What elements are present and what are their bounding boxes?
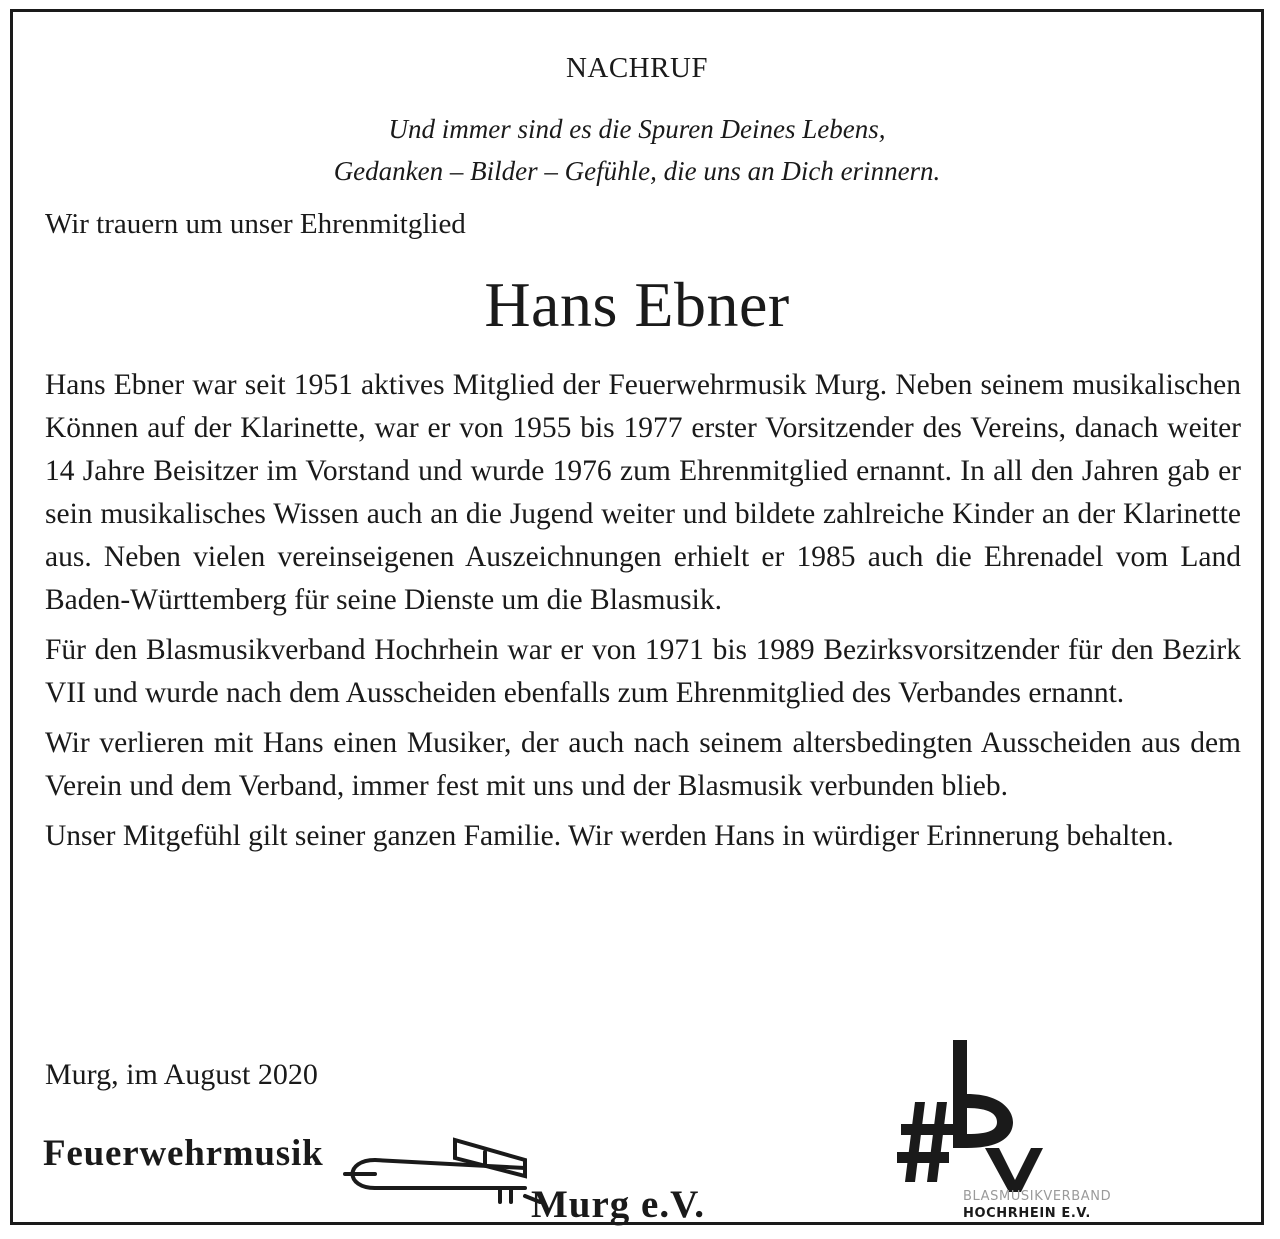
paragraph-1: Hans Ebner war seit 1951 aktives Mitglied der Feuerwehrmusik Murg. Neben seinem musikalischen Können auf der Klarinette, war er von 1955 bis 1977 erster Vorsitzender des Vereins, danach weiter 14 Jahre Beisitzer im Vorstand und wurde 1976 zum Ehrenmitglied ernannt. In all den Jahren gab er sein musikalisches Wissen auch an die Jugend weiter und bildete zahlreiche Kinder an der Klarinette aus. Neben vielen vereinseigenen Auszeichnungen erhielt er 1985 auch die Ehrenadel vom Land Baden-Württemberg für seine Dienste um die Blasmusik. xyxy=(45,369,1241,616)
trombone-icon xyxy=(335,1130,545,1215)
place-date: Murg, im August 2020 xyxy=(45,1058,318,1091)
bvh-logo-line-2: HOCHRHEIN E.V. xyxy=(963,1206,1091,1221)
motto xyxy=(13,108,1261,192)
bvh-logo-line-1: BLASMUSIKVERBAND xyxy=(963,1189,1112,1204)
deceased-name: Hans Ebner xyxy=(484,269,790,340)
intro-text: Wir trauern um unser Ehrenmitglied xyxy=(45,208,466,240)
obituary-body xyxy=(45,364,1241,865)
feuerwehrmusik-logo-line-1: Feuerwehrmusik xyxy=(43,1133,324,1174)
notice-frame xyxy=(10,9,1264,1225)
notice-header: NACHRUF xyxy=(565,52,709,84)
feuerwehrmusik-logo-line-2: Murg e.V. xyxy=(531,1183,706,1226)
bvh-logo-text xyxy=(963,1188,1111,1222)
paragraph-2: Für den Blasmusikverband Hochrhein war er von 1971 bis 1989 Bezirksvorsitzender für den Bezirk VII und wurde nach dem Ausscheiden ebenfalls zum Ehrenmitglied des Verbandes ernannt. xyxy=(45,634,1241,709)
motto-line-1: Und immer sind es die Spuren Deines Lebens, xyxy=(388,114,886,144)
bvh-logo-icon xyxy=(893,1032,1043,1197)
paragraph-3: Wir verlieren mit Hans einen Musiker, der auch nach seinem altersbedingten Ausscheiden aus dem Verein und dem Verband, immer fest mit uns und der Blasmusik verbunden blieb. xyxy=(45,727,1241,802)
motto-line-2: Gedanken – Bilder – Gefühle, die uns an Dich erinnern. xyxy=(333,156,941,186)
paragraph-4: Unser Mitgefühl gilt seiner ganzen Familie. Wir werden Hans in würdiger Erinnerung behalten. xyxy=(45,820,1174,852)
